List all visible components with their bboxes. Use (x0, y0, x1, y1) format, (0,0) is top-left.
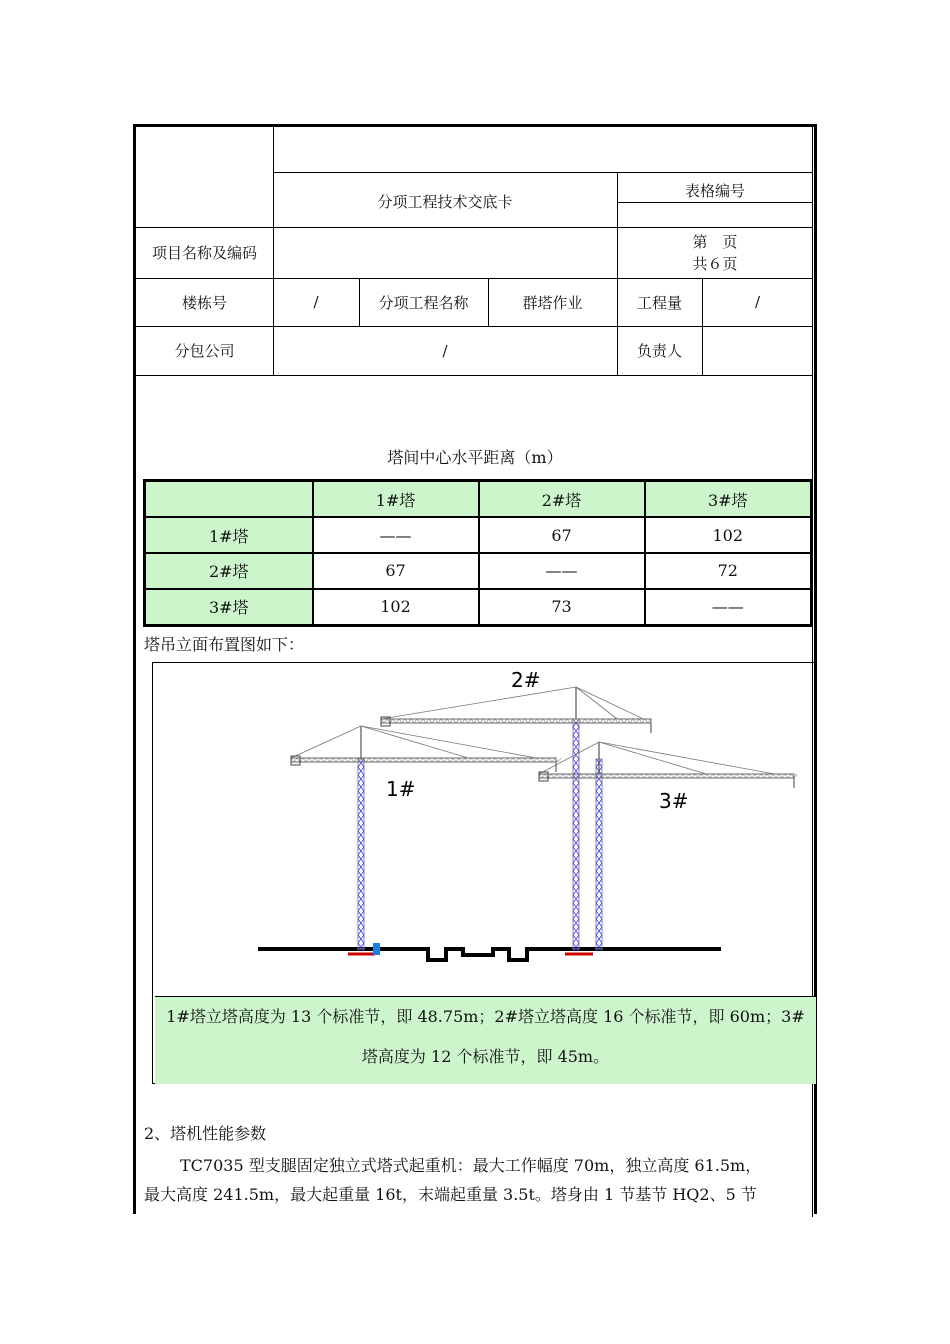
subcontractor-label: 分包公司 (174, 342, 235, 360)
crane-tie (576, 687, 644, 719)
figure-intro: 塔吊立面布置图如下： (144, 635, 305, 654)
cranes (291, 687, 797, 951)
base-marker (373, 943, 380, 955)
table-cell: —— (645, 589, 812, 626)
table-row (145, 553, 812, 589)
table-cell: 72 (645, 553, 812, 589)
crane-tie (291, 726, 361, 758)
form-number-label: 表格编号 (684, 181, 745, 200)
table-row (145, 517, 812, 553)
crane-tie (361, 726, 468, 758)
crane-tie (381, 687, 576, 719)
subitem-label: 分项工程名称 (378, 293, 469, 312)
table-header-cell (145, 481, 313, 518)
table-cell: 73 (479, 589, 645, 626)
crane-jib-lattice (381, 719, 651, 723)
table-header-cell: 3#塔 (645, 481, 812, 518)
tower-label: 2# (511, 668, 541, 692)
table-header-cell: 2#塔 (479, 481, 645, 518)
table-row (145, 589, 812, 626)
note-line: 1#塔立塔高度为 13 个标准节，即 48.75m；2#塔立塔高度 16 个标准节，即 60m；3# (166, 1007, 805, 1026)
form-title: 分项工程技术交底卡 (377, 193, 513, 211)
paragraph-line: 最大高度 241.5m，最大起重量 16t，末端起重量 3.5t。塔身由 1 节基节 HQ2、5 节 (144, 1185, 757, 1204)
table-cell: —— (313, 517, 479, 553)
table-header-cell: 1#塔 (313, 481, 479, 518)
project-field[interactable] (273, 227, 617, 278)
paragraph-line: TC7035 型支腿固定独立式塔式起重机：最大工作幅度 70m，独立高度 61.5m， (180, 1156, 762, 1175)
tower-height-note (155, 996, 816, 1084)
crane-elevation-figure (152, 662, 816, 1084)
tower-label: 3# (659, 789, 689, 813)
subcontractor-value: / (442, 341, 448, 360)
table-cell: 102 (645, 517, 812, 553)
crane-mast-lattice (573, 719, 579, 951)
quantity-label: 工程量 (636, 293, 682, 312)
tower-label: 1# (386, 777, 416, 801)
page-info (617, 227, 813, 278)
crane-mast-lattice (358, 759, 364, 951)
note-line: 塔高度为 12 个标准节，即 45m。 (361, 1047, 610, 1066)
project-label: 项目名称及编码 (151, 244, 257, 262)
distance-table (143, 479, 813, 627)
table-header-row (145, 481, 812, 518)
manager-field[interactable] (702, 326, 813, 375)
distance-table-title: 塔间中心水平距离（m） (387, 448, 563, 467)
building-value: / (313, 293, 319, 311)
table-cell: 67 (313, 553, 479, 589)
page-current: 第 页 (692, 232, 738, 251)
row-header-cell: 2#塔 (145, 553, 313, 589)
crane-tie (599, 742, 775, 774)
row-header-cell: 1#塔 (145, 517, 313, 553)
table-cell: 102 (313, 589, 479, 626)
table-cell: —— (479, 553, 645, 589)
crane-mast-lattice (596, 759, 602, 951)
crane-jib-lattice (539, 774, 797, 778)
subitem-value: 群塔作业 (522, 293, 583, 312)
crane-tie (576, 687, 617, 719)
grid-line (136, 375, 813, 376)
manager-label: 负责人 (636, 342, 682, 360)
crane-jib-lattice (291, 758, 561, 762)
crane-elevation-drawing (153, 663, 815, 997)
crane-tie (599, 742, 706, 774)
crane-tie (361, 726, 537, 758)
form-number-field[interactable] (617, 205, 813, 227)
ground-line (258, 949, 721, 960)
row-header-cell: 3#塔 (145, 589, 313, 626)
section-heading: 2、塔机性能参数 (144, 1124, 267, 1143)
table-cell: 67 (479, 517, 645, 553)
building-label: 楼栋号 (181, 293, 227, 312)
quantity-value: / (754, 293, 761, 311)
page-total: 共６页 (692, 254, 738, 273)
